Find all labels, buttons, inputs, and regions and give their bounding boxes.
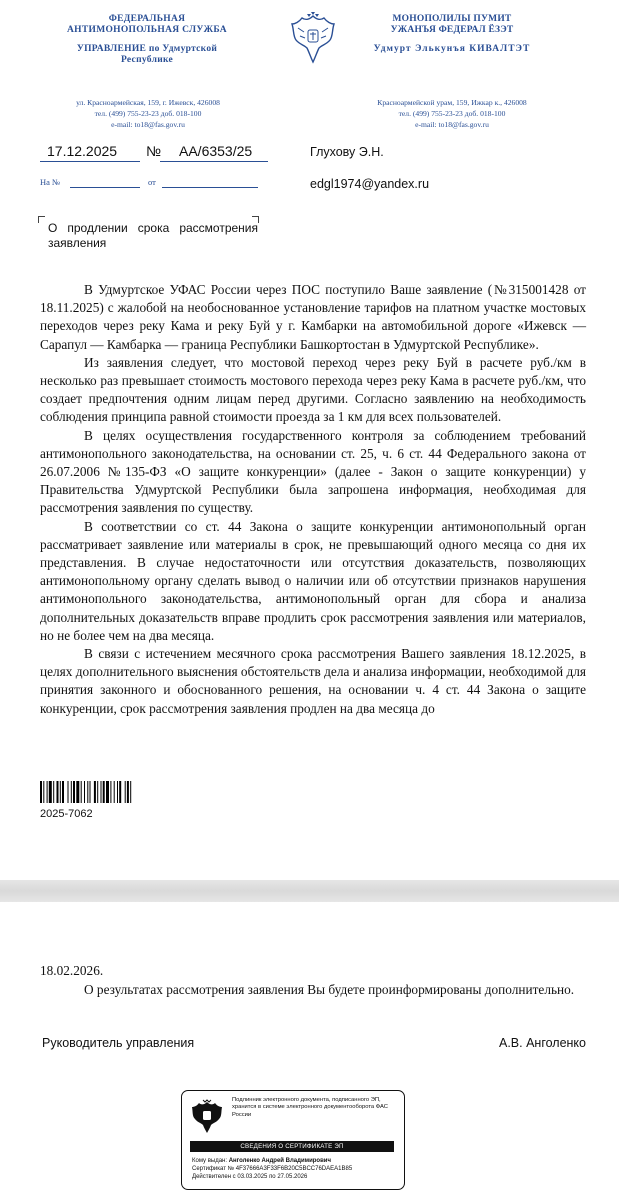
- issued-label: Кому выдан:: [192, 1158, 228, 1164]
- barcode-bar: [110, 781, 111, 803]
- barcode-bar: [87, 781, 88, 803]
- body-paragraph: Из заявления следует, что мостовой переход через реку Буй в расчете руб./км в несколько раз превышает стоимость мостового перехода через реку Кама в расчете руб./км, что создает предпочтения одним лицам перед другими. Согласно заявлению на необходимость соблюдения принципа равной стоимости проезда за 1 км для всех пользователей.: [40, 354, 586, 425]
- barcode-bar: [125, 781, 126, 803]
- letterhead-right: [370, 14, 534, 55]
- stamp-issued-line: [192, 1157, 396, 1165]
- valid-to-label: по: [269, 1174, 276, 1180]
- stamp-certificate-info: [192, 1157, 396, 1181]
- number-underline: [160, 161, 268, 162]
- from-underline: [162, 187, 258, 188]
- continuation-date: 18.02.2026.: [40, 963, 104, 978]
- barcode-bar: [57, 781, 59, 803]
- subject-corner-left: [38, 216, 45, 223]
- barcode-bar: [130, 781, 131, 803]
- barcode-bar: [84, 781, 85, 803]
- recipient-name: Глухову Э.Н.: [310, 145, 384, 159]
- address-line: ул. Красноармейская, 159, г. Ижевск, 426008: [76, 98, 220, 107]
- barcode-bar: [53, 781, 54, 803]
- barcode-bar: [73, 781, 75, 803]
- barcode-bar: [94, 781, 96, 803]
- barcode-bar: [43, 781, 44, 803]
- barcode-bar: [90, 781, 91, 803]
- date-underline: [40, 161, 140, 162]
- barcode-bar: [71, 781, 72, 803]
- barcode-bar: [47, 781, 48, 803]
- in-reply-label: На №: [40, 177, 61, 187]
- letter-date: 17.12.2025: [47, 143, 118, 159]
- barcode-bar: [103, 781, 105, 803]
- barcode-bar: [114, 781, 115, 803]
- recipient-email: edgl1974@yandex.ru: [310, 177, 430, 191]
- address-line: Красноармейской урам, 159, Ижкар к., 426008: [377, 98, 527, 107]
- barcode-bar: [68, 781, 69, 803]
- valid-from: 03.03.2025: [237, 1174, 268, 1180]
- number-sign: №: [146, 143, 162, 159]
- barcode-bar: [76, 781, 79, 803]
- address-block-left: [58, 97, 238, 130]
- stamp-title: СВЕДЕНИЯ О СЕРТИФИКАТЕ ЭП: [190, 1141, 394, 1152]
- body-paragraph: В соответствии со ст. 44 Закона о защите конкуренции антимонопольный орган рассматривает заявление или материалы в срок, не превышающий одного месяца со дня их представления. В случае недостаточности или отсутствия доказательств, позволяющих антимонопольному органу сделать вывод о наличии или об отсутствии признаков нарушения антимонопольного законодательства, антимонопольный орган для сбора и анализа дополнительных доказательств вправе продлить срок рассмотрения заявления или материалов, но не более чем на два месяца.: [40, 518, 586, 643]
- cert-number: 4F37666A3F33F6B20C5BCC76DAEA1B85: [235, 1166, 353, 1172]
- stamp-cert-line: [192, 1165, 396, 1173]
- page-separator: [0, 880, 619, 902]
- stamp-valid-line: [192, 1173, 396, 1181]
- letter-page-2: [0, 902, 619, 1200]
- closing-paragraph: О результатах рассмотрения заявления Вы будете проинформированы дополнительно.: [84, 981, 575, 997]
- page2-text: [40, 962, 586, 999]
- body-paragraph: В целях осуществления государственного контроля за соблюдением требований антимонопольного законодательства, на основании ст. 25, ч. 6 ст. 44 Федерального закона от 26.07.2006 №135-ФЗ «О защите конкуренции» (далее - Закон о защите конкуренции) у Правительства Удмуртской Республики была запрошена информация, необходимая для рассмотрения заявления по существу.: [40, 427, 586, 516]
- barcode: [40, 781, 181, 803]
- department-name-udm: Удмурт Элькунъя КИВАЛТЭТ: [373, 44, 531, 54]
- agency-name-ru: ФЕДЕРАЛЬНАЯ АНТИМОНОПОЛЬНАЯ СЛУЖБА: [67, 14, 227, 35]
- barcode-bar: [49, 781, 52, 803]
- coat-of-arms-icon: [190, 1099, 224, 1135]
- signer-title: Руководитель управления: [42, 1036, 195, 1050]
- address-block-right: [362, 97, 542, 130]
- body-paragraph: В Удмуртское УФАС России через ПОС поступило Ваше заявление (№315001428 от 18.11.2025) с жалобой на необоснованное установление тарифов на платном участке мостовых переходов через реку Кама и реку Буй у г. Камбарки на автомобильной дороге «Ижевск — Сарапул — Камбарка — граница Республики Башкортостан в Удмуртской Республике».: [40, 282, 586, 352]
- phone-line: тел. (499) 755-23-23 доб. 018-100: [398, 109, 506, 118]
- phone-line: тел. (499) 755-23-23 доб. 018-100: [94, 109, 202, 118]
- coat-of-arms-icon: [290, 12, 336, 66]
- stamp-notice: Подлинник электронного документа, подписанного ЭП, хранится в системе электронного документооборота ФАС России: [232, 1097, 388, 1118]
- valid-to: 27.05.2026: [277, 1174, 308, 1180]
- issued-to: Анголенко Андрей Владимирович: [228, 1158, 331, 1164]
- agency-name-udm: МОНОПОЛИЛЫ ПУМИТ УЖАНЪЯ ФЕДЕРАЛ ЁЗЭТ: [390, 14, 514, 35]
- barcode-bar: [60, 781, 61, 803]
- barcode-bar: [40, 781, 42, 803]
- email-line: e-mail: to18@fas.gov.ru: [111, 120, 185, 129]
- email-line: e-mail: to18@fas.gov.ru: [415, 120, 489, 129]
- from-label: от: [148, 177, 156, 187]
- barcode-bar: [101, 781, 102, 803]
- letter-number: АА/6353/25: [179, 143, 253, 159]
- cert-label: Сертификат №: [192, 1166, 235, 1172]
- barcode-bar: [119, 781, 121, 803]
- registration-number: 2025-7062: [40, 808, 93, 820]
- barcode-bar: [117, 781, 118, 803]
- in-reply-underline: [70, 187, 140, 188]
- barcode-bar: [106, 781, 109, 803]
- barcode-bar: [97, 781, 98, 803]
- letter-subject: О продлении срока рассмотрения заявления: [48, 221, 258, 250]
- barcode-bar: [81, 781, 82, 803]
- barcode-bar: [62, 781, 64, 803]
- letter-body: [40, 281, 586, 718]
- valid-label: Действителен с: [192, 1174, 236, 1180]
- department-name-ru: УПРАВЛЕНИЕ по Удмуртской Республике: [76, 44, 218, 65]
- barcode-bar: [127, 781, 129, 803]
- e-signature-stamp: [181, 1090, 405, 1190]
- letterhead-left: [66, 14, 228, 66]
- body-paragraph: В связи с истечением месячного срока рассмотрения Вашего заявления 18.12.2025, в целях дополнительного выяснения обстоятельств дела и анализа информации, необходимой для принятия законного и обоснованного решения, на основании ч. 4 ст. 44 Закона о защите конкуренции, срок рассмотрения заявления продлен на два месяца до: [40, 646, 586, 716]
- signer-name: А.В. Анголенко: [498, 1036, 586, 1050]
